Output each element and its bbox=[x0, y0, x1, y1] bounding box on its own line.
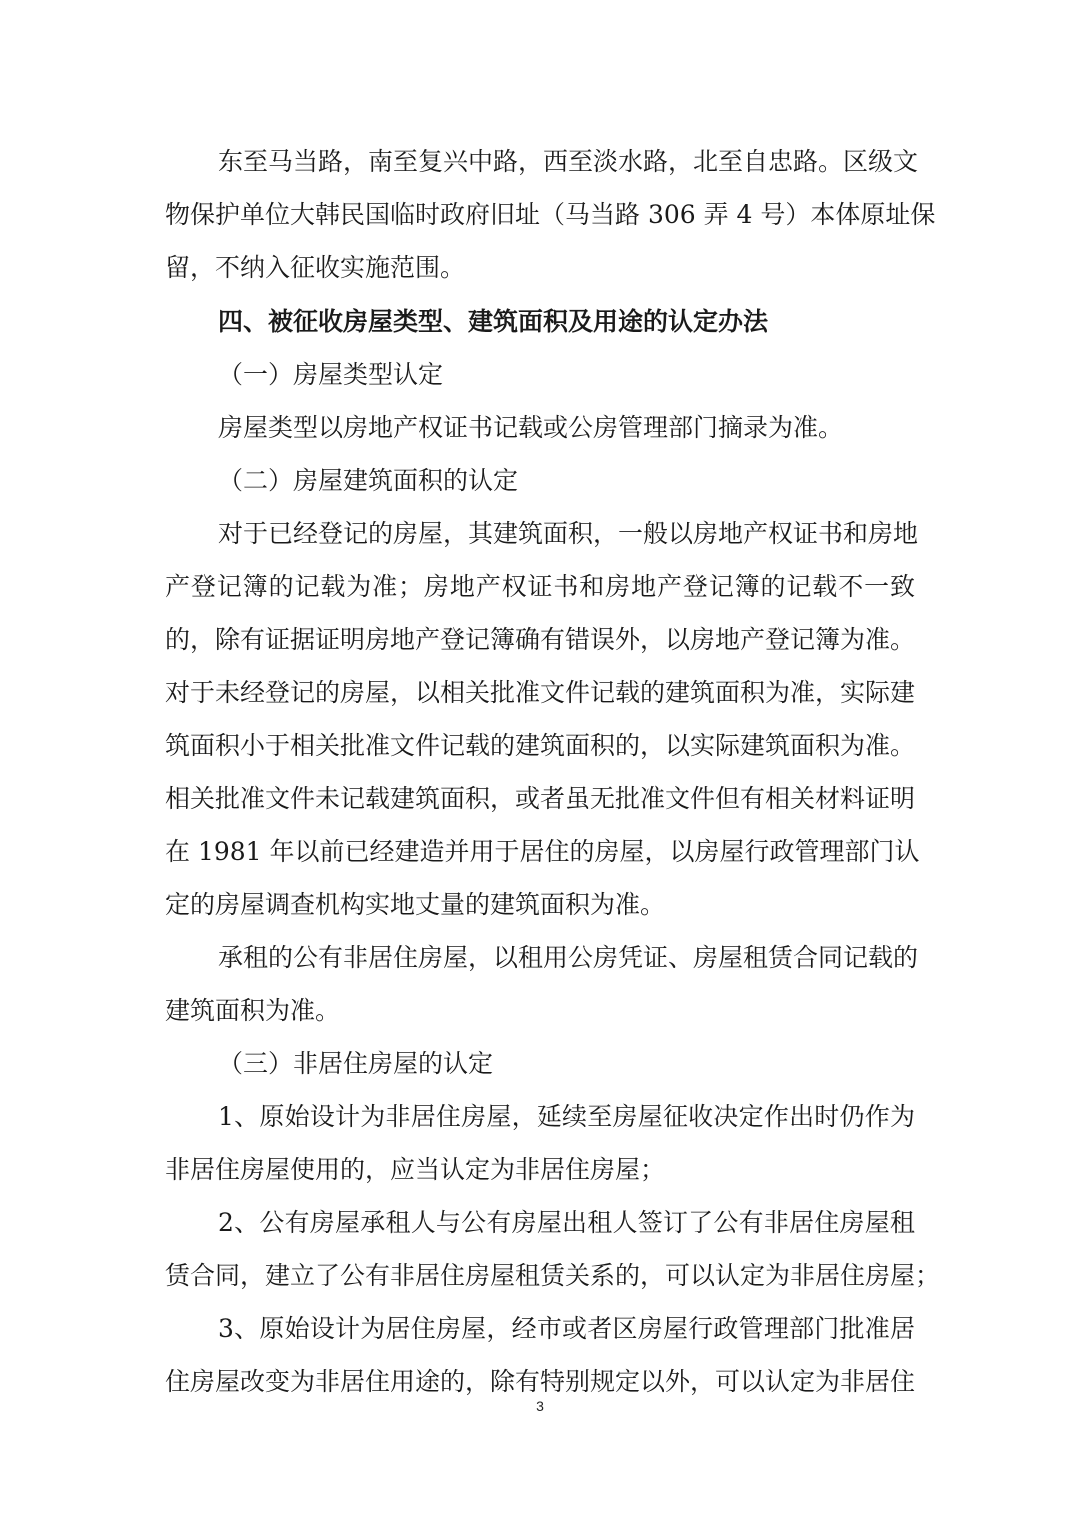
paragraph-line: 2、公有房屋承租人与公有房屋出租人签订了公有非居住房屋租 bbox=[218, 1208, 915, 1237]
paragraph-line: 承租的公有非居住房屋，以租用公房凭证、房屋租赁合同记载的 bbox=[218, 943, 919, 972]
paragraph-line: 房屋类型以房地产权证书记载或公房管理部门摘录为准。 bbox=[218, 413, 844, 442]
paragraph-line: 1、原始设计为非居住房屋，延续至房屋征收决定作出时仍作为 bbox=[218, 1102, 915, 1131]
paragraph-line: 3、原始设计为居住房屋，经市或者区房屋行政管理部门批准居 bbox=[218, 1314, 915, 1343]
paragraph-line: 产登记簿的记载为准；房地产权证书和房地产登记簿的记载不一致 bbox=[165, 572, 915, 601]
paragraph-line: 相关批准文件未记载建筑面积，或者虽无批准文件但有相关材料证明 bbox=[165, 784, 916, 813]
paragraph-line: 定的房屋调查机构实地丈量的建筑面积为准。 bbox=[165, 890, 666, 919]
page-number: 3 bbox=[536, 1398, 544, 1414]
paragraph-line: 赁合同，建立了公有非居住房屋租赁关系的，可以认定为非居住房屋； bbox=[165, 1261, 941, 1290]
paragraph-line: 建筑面积为准。 bbox=[165, 996, 341, 1025]
paragraph-line: 对于已经登记的房屋，其建筑面积，一般以房地产权证书和房地 bbox=[218, 519, 919, 548]
paragraph-line: 住房屋改变为非居住用途的，除有特别规定以外，可以认定为非居住 bbox=[165, 1367, 916, 1396]
paragraph-line: 对于未经登记的房屋，以相关批准文件记载的建筑面积为准，实际建 bbox=[165, 678, 916, 707]
subsection-heading: （二）房屋建筑面积的认定 bbox=[218, 466, 519, 495]
section-heading: 四、被征收房屋类型、建筑面积及用途的认定办法 bbox=[218, 307, 769, 336]
paragraph-line: 物保护单位大韩民国临时政府旧址（马当路 306 弄 4 号）本体原址保 bbox=[165, 200, 936, 229]
paragraph-line: 非居住房屋使用的，应当认定为非居住房屋； bbox=[165, 1155, 666, 1184]
paragraph-line: 留，不纳入征收实施范围。 bbox=[165, 253, 466, 282]
paragraph-line: 筑面积小于相关批准文件记载的建筑面积的，以实际建筑面积为准。 bbox=[165, 731, 916, 760]
subsection-heading: （三）非居住房屋的认定 bbox=[218, 1049, 494, 1078]
paragraph-line: 在 1981 年以前已经建造并用于居住的房屋，以房屋行政管理部门认 bbox=[165, 837, 920, 866]
paragraph-line: 东至马当路，南至复兴中路，西至淡水路，北至自忠路。区级文 bbox=[218, 147, 919, 176]
paragraph-line: 的，除有证据证明房地产登记簿确有错误外，以房地产登记簿为准。 bbox=[165, 625, 916, 654]
subsection-heading: （一）房屋类型认定 bbox=[218, 360, 444, 389]
